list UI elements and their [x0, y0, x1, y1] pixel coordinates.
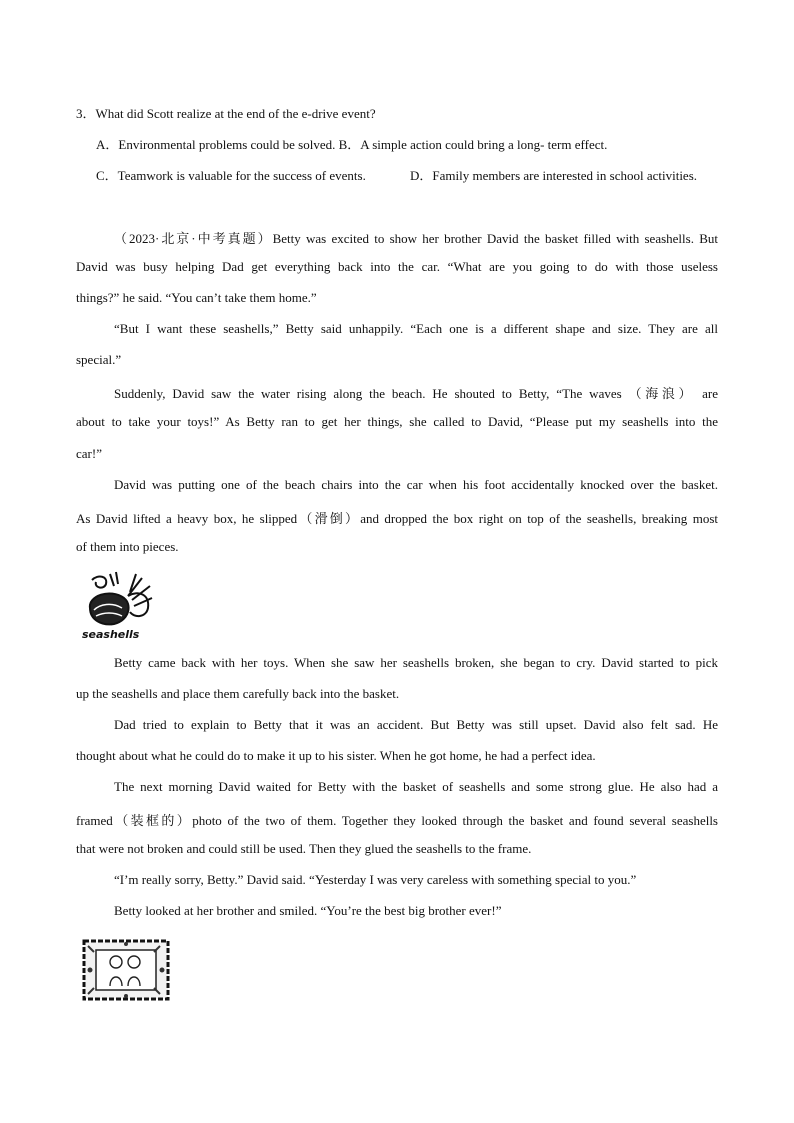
- passage-line: “But I want these seashells,” Betty said unhappily. “Each one is a different shape and size. They are all: [114, 321, 718, 336]
- passage-line: framed（装框的）photo of the two of them. Together they looked through the basket and found several seashells: [76, 813, 718, 828]
- option-c: C．Teamwork is valuable for the success of events.: [96, 168, 366, 183]
- framed-photo-icon: [82, 938, 170, 1002]
- passage-line: “I’m really sorry, Betty.” David said. “Yesterday I was very careless with something special to you.”: [114, 872, 637, 887]
- passage-line: （2023·北京·中考真题）Betty was excited to show her brother David the basket filled with seashells. But: [114, 231, 718, 246]
- passage-line: things?” he said. “You can’t take them home.”: [76, 290, 317, 305]
- seashells-illustration: [80, 568, 156, 642]
- passage-line: of them into pieces.: [76, 539, 179, 554]
- passage-line: Betty looked at her brother and smiled. “You’re the best big brother ever!”: [114, 903, 502, 918]
- passage-line: that were not broken and could still be used. Then they glued the seashells to the frame.: [76, 841, 532, 856]
- passage-line: David was putting one of the beach chairs into the car when his foot accidentally knocked over the basket.: [114, 477, 718, 492]
- passage-line: David was busy helping Dad get everything back into the car. “What are you going to do with those useless: [76, 259, 718, 274]
- passage-line: The next morning David waited for Betty with the basket of seashells and some strong glue. He also had a: [114, 779, 718, 794]
- passage-line: car!”: [76, 446, 102, 461]
- option-a-b: A．Environmental problems could be solved. B．A simple action could bring a long- term effect.: [96, 137, 608, 152]
- passage-line: Suddenly, David saw the water rising along the beach. He shouted to Betty, “The waves （海浪） are: [114, 386, 718, 401]
- passage-line: special.”: [76, 352, 122, 367]
- question-stem: 3．What did Scott realize at the end of the e-drive event?: [76, 106, 376, 121]
- option-d: D．Family members are interested in school activities.: [410, 168, 698, 183]
- framed-photo-illustration: [82, 938, 170, 1002]
- passage-line: Betty came back with her toys. When she saw her seashells broken, she began to cry. David started to pick: [114, 655, 718, 670]
- passage-line: up the seashells and place them carefully back into the basket.: [76, 686, 400, 701]
- passage-line: thought about what he could do to make it up to his sister. When he got home, he had a perfect idea.: [76, 748, 596, 763]
- passage-line: about to take your toys!” As Betty ran to get her things, she called to David, “Please put my seashells into the: [76, 414, 718, 429]
- passage-line: Dad tried to explain to Betty that it was an accident. But Betty was still upset. David also felt sad. He: [114, 717, 718, 732]
- passage-line: As David lifted a heavy box, he slipped（滑倒）and dropped the box right on top of the seashells, breaking most: [76, 511, 718, 526]
- seashells-icon: [80, 568, 156, 642]
- seashells-caption: seashells: [82, 628, 140, 641]
